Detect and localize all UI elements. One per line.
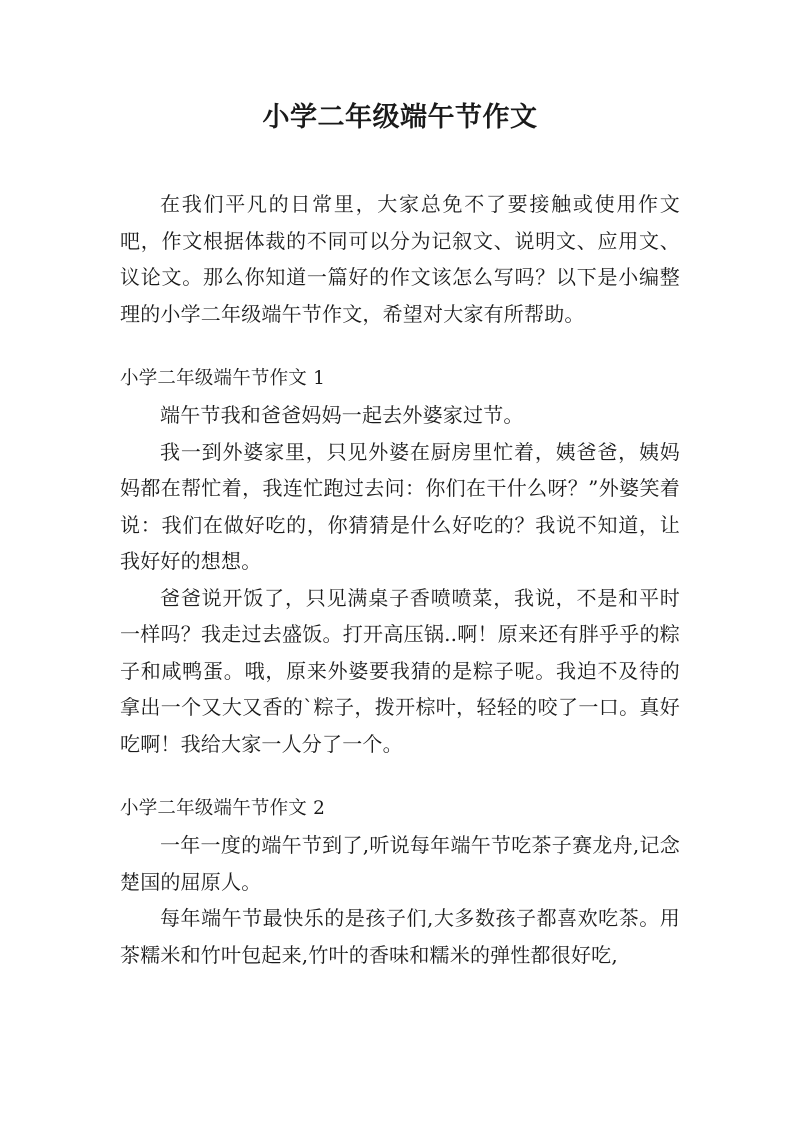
section-paragraph: 端午节我和爸爸妈妈一起去外婆家过节。 [160,403,524,427]
document-body [120,186,680,973]
intro-paragraph: 在我们平凡的日常里，大家总免不了要接触或使用作文吧，作文根据体裁的不同可以分为记叙文、说明文、应用文、议论文。那么你知道一篇好的作文该怎么写吗？以下是小编整理的小学二年级端午节作文，希望对大家有所帮助。 [120,192,680,326]
section-heading: 小学二年级端午节作文 1 [120,368,326,389]
section-1 [120,361,680,762]
section-paragraph: 我一到外婆家里，只见外婆在厨房里忙着，姨爸爸，姨妈妈都在帮忙着，我连忙跑过去问：你们在干什么呀？”外婆笑着说：我们在做好吃的，你猜猜是什么好吃的？我说不知道，让我好好的想想。 [120,439,680,573]
section-paragraph: 一年一度的端午节到了,听说每年端午节吃茶子赛龙舟,记念楚国的屈原人。 [120,833,680,894]
page-title: 小学二年级端午节作文 [262,102,538,133]
section-paragraph: 爸爸说开饭了，只见满桌子香喷喷菜，我说，不是和平时一样吗？我走过去盛饭。打开高压锅..啊！原来还有胖乎乎的粽子和咸鸭蛋。哦，原来外婆要我猜的是粽子呢。我迫不及待的拿出一个又大又香的`粽子，拨开棕叶，轻轻的咬了一口。真好吃啊！我给大家一人分了一个。 [120,585,680,756]
section-heading: 小学二年级端午节作文 2 [120,798,326,819]
section-spacer [120,762,680,791]
section-2 [120,791,680,973]
section-paragraph: 每年端午节最快乐的是孩子们,大多数孩子都喜欢吃茶。用茶糯米和竹叶包起来,竹叶的香味和糯米的弹性都很好吃, [120,906,680,967]
